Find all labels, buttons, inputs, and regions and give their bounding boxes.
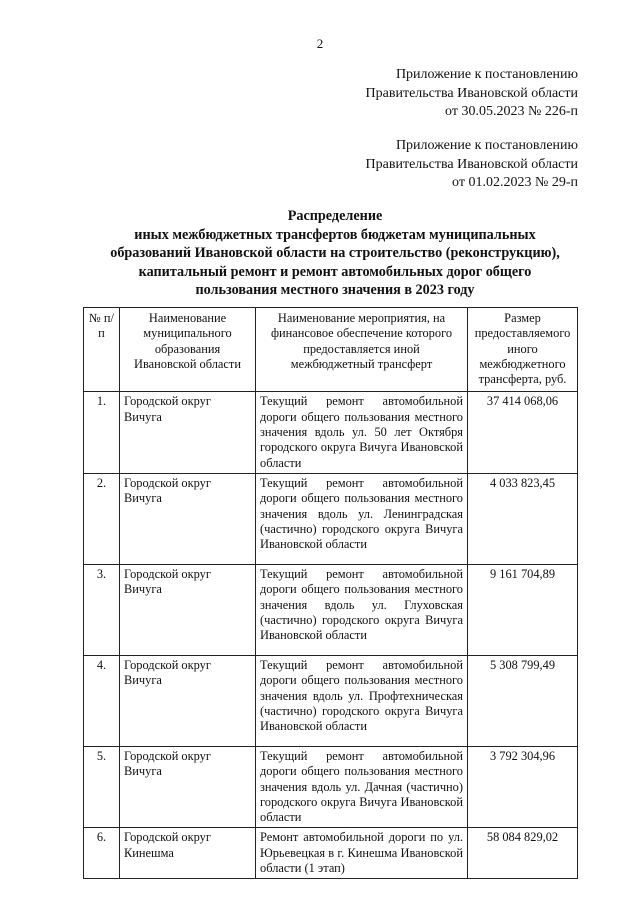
row-event bbox=[256, 473, 468, 564]
appendix-previous bbox=[366, 137, 578, 193]
row-event bbox=[256, 655, 468, 746]
row-event bbox=[256, 392, 468, 473]
row-event-text: Текущий ремонт автомобильной дороги общего пользования местного значения вдоль ул. Глуховская (частично) городского округа Вичуга Ивановской области bbox=[260, 566, 463, 643]
table-row bbox=[84, 473, 578, 564]
header-municipality: Наименование муниципального образования Ивановской области bbox=[120, 308, 256, 392]
row-event-text: Текущий ремонт автомобильной дороги общего пользования местного значения вдоль ул. Ленинградская (частично) городского округа Вичуга Ивановской области bbox=[260, 475, 463, 552]
row-event bbox=[256, 746, 468, 827]
distribution-table bbox=[83, 307, 578, 879]
row-municipality: Городской округ Вичуга bbox=[120, 564, 256, 655]
title-line: образований Ивановской области на строительство (реконструкцию), bbox=[110, 245, 560, 261]
row-municipality: Городской округ Вичуга bbox=[120, 655, 256, 746]
row-amount: 37 414 068,06 bbox=[468, 392, 578, 473]
appendix-line: Правительства Ивановской области bbox=[365, 85, 578, 101]
header-number: № п/п bbox=[84, 308, 120, 392]
table-row bbox=[84, 746, 578, 827]
row-event bbox=[256, 828, 468, 879]
row-amount: 4 033 823,45 bbox=[468, 473, 578, 564]
row-number: 4. bbox=[84, 655, 120, 746]
title-line: пользования местного значения в 2023 году bbox=[195, 282, 475, 298]
row-number: 5. bbox=[84, 746, 120, 827]
appendix-line: Правительства Ивановской области bbox=[365, 156, 578, 172]
row-event-text: Текущий ремонт автомобильной дороги общего пользования местного значения вдоль ул. Дачная (частично) городского округа Вичуга Ивановской области bbox=[260, 748, 463, 825]
appendix-line: от 30.05.2023 № 226-п bbox=[445, 104, 578, 119]
table-row bbox=[84, 828, 578, 879]
table-row bbox=[84, 392, 578, 473]
row-number: 1. bbox=[84, 392, 120, 473]
table-row bbox=[84, 655, 578, 746]
row-municipality: Городской округ Вичуга bbox=[120, 746, 256, 827]
table-row bbox=[84, 564, 578, 655]
row-municipality: Городской округ Вичуга bbox=[120, 473, 256, 564]
title-line: иных межбюджетных трансфертов бюджетам муниципальных bbox=[134, 226, 536, 243]
row-number: 6. bbox=[84, 828, 120, 879]
appendix-current bbox=[366, 66, 578, 122]
row-amount: 3 792 304,96 bbox=[468, 746, 578, 827]
row-number: 3. bbox=[84, 564, 120, 655]
header-event: Наименование мероприятия, на финансовое обеспечение которого предоставляется иной межбюджетный трансферт bbox=[256, 308, 468, 392]
appendix-line: Приложение к постановлению bbox=[395, 67, 578, 82]
row-municipality: Городской округ Кинешма bbox=[120, 828, 256, 879]
row-event bbox=[256, 564, 468, 655]
title-line: Распределение bbox=[287, 208, 383, 224]
row-number: 2. bbox=[84, 473, 120, 564]
row-municipality: Городской округ Вичуга bbox=[120, 392, 256, 473]
row-amount: 5 308 799,49 bbox=[468, 655, 578, 746]
appendix-line: от 01.02.2023 № 29-п bbox=[452, 175, 578, 190]
row-event-text: Текущий ремонт автомобильной дороги общего пользования местного значения вдоль ул. 50 лет Октября городского округа Вичуга Ивановской области bbox=[260, 394, 463, 470]
row-event-text: Ремонт автомобильной дороги по ул. Юрьевецкая в г. Кинешма Ивановской области (1 этап) bbox=[260, 830, 463, 876]
row-event-text: Текущий ремонт автомобильной дороги общего пользования местного значения вдоль ул. Профтехническая (частично) городского округа Вичуга Ивановской области bbox=[260, 657, 463, 734]
row-amount: 9 161 704,89 bbox=[468, 564, 578, 655]
table-header-row bbox=[84, 308, 578, 392]
document-title bbox=[100, 207, 570, 300]
header-amount: Размер предоставляемого иного межбюджетного трансферта, руб. bbox=[468, 308, 578, 392]
appendix-line: Приложение к постановлению bbox=[395, 138, 578, 153]
row-amount: 58 084 829,02 bbox=[468, 828, 578, 879]
page-number: 2 bbox=[316, 36, 324, 51]
title-line: капитальный ремонт и ремонт автомобильных дорог общего bbox=[138, 263, 532, 280]
